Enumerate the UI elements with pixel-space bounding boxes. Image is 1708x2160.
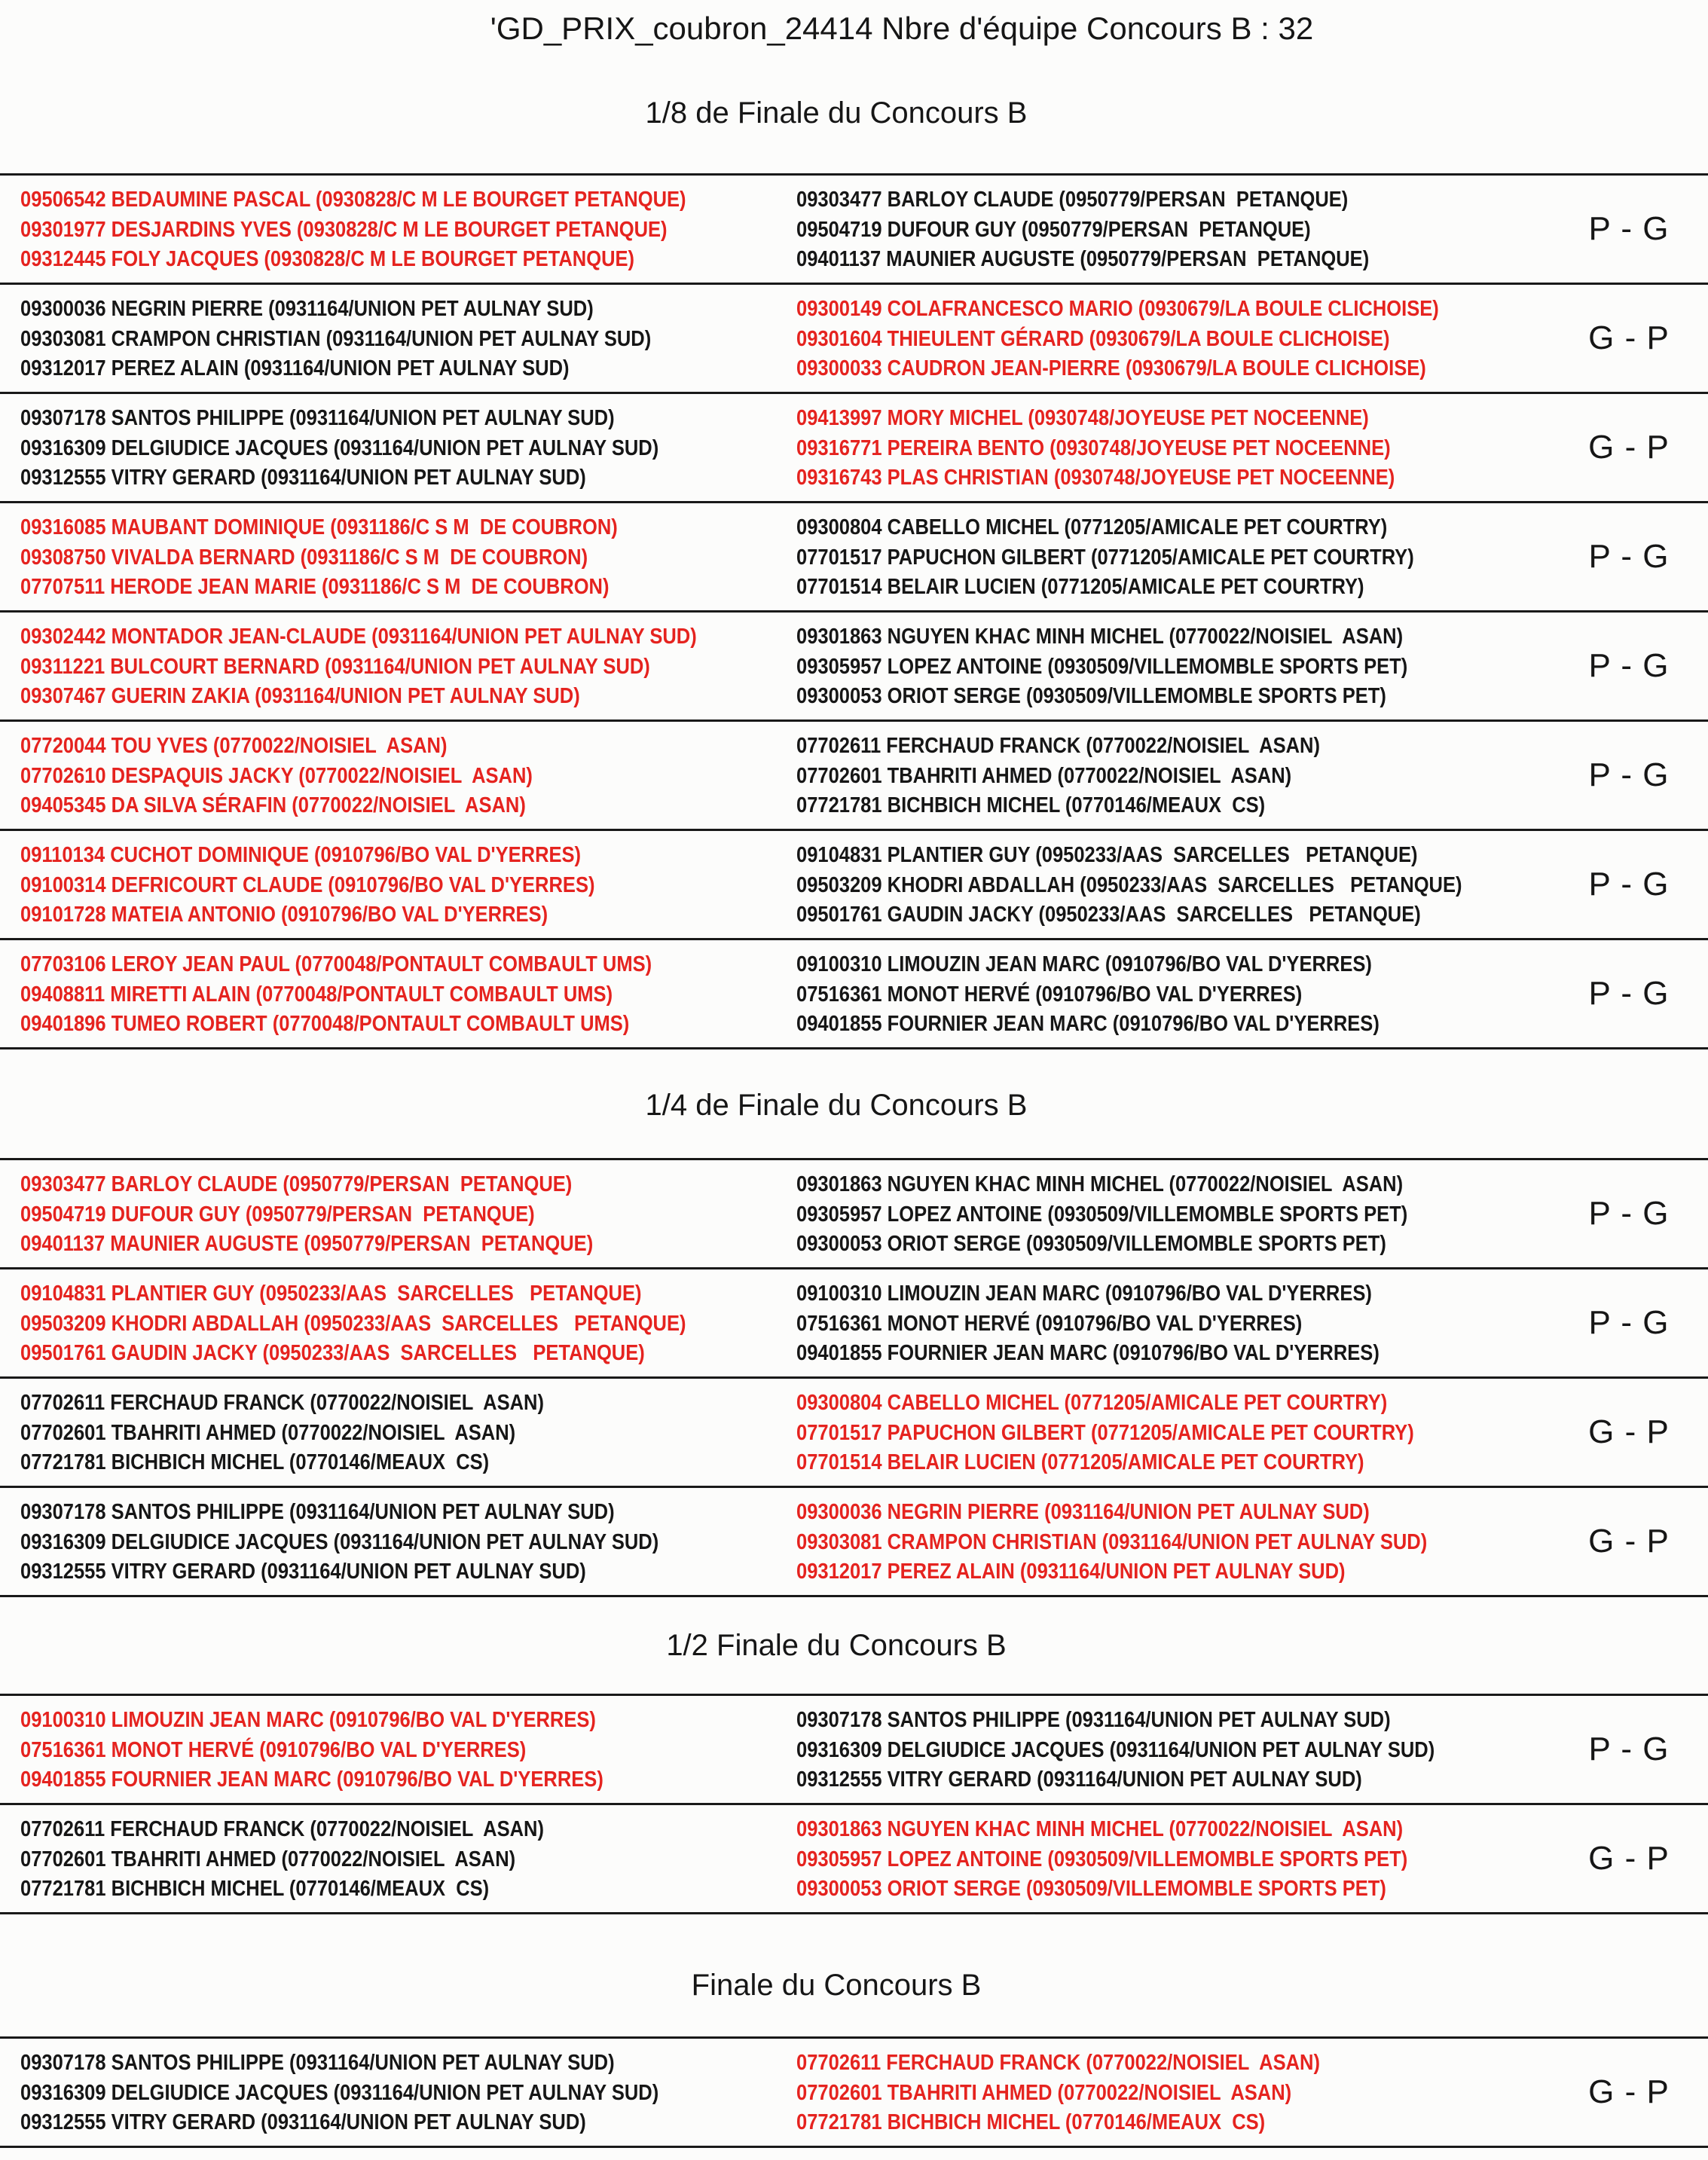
team-left — [0, 295, 796, 392]
rounds-container — [0, 95, 1708, 2148]
match-result-label: P - G — [1588, 209, 1670, 247]
team-right — [796, 1279, 1550, 1376]
match-result-label: G - P — [1588, 1413, 1670, 1450]
match-result-label: P - G — [1588, 865, 1670, 903]
player-line: 09305957 LOPEZ ANTOINE (0930509/VILLEMOMBLE SPORTS PET) — [796, 654, 1408, 679]
player-line: 09307467 GUERIN ZAKIA (0931164/UNION PET AULNAY SUD) — [20, 684, 580, 708]
team-right — [796, 841, 1550, 938]
team-left — [0, 732, 796, 829]
match-result-label: P - G — [1588, 974, 1670, 1012]
match-row — [0, 283, 1708, 392]
player-line: 09308750 VIVALDA BERNARD (0931186/C S M DE COUBRON) — [20, 545, 588, 570]
player-line: 07702601 TBAHRITI AHMED (0770022/NOISIEL ASAN) — [796, 2080, 1292, 2105]
team-left — [0, 513, 796, 610]
round-matches — [0, 2036, 1708, 2148]
player-line: 09401896 TUMEO ROBERT (0770048/PONTAULT COMBAULT UMS) — [20, 1012, 630, 1036]
team-left — [0, 1706, 796, 1803]
round-section — [0, 1627, 1708, 1914]
round-section — [0, 1967, 1708, 2148]
player-line: 09312445 FOLY JACQUES (0930828/C M LE BOURGET PETANQUE) — [20, 247, 635, 271]
team-right — [796, 185, 1550, 283]
match-row — [0, 1803, 1708, 1912]
player-line: 09303477 BARLOY CLAUDE (0950779/PERSAN PETANQUE) — [20, 1172, 573, 1196]
team-right — [796, 295, 1550, 392]
player-line: 09316309 DELGIUDICE JACQUES (0931164/UNION PET AULNAY SUD) — [20, 2080, 659, 2105]
player-line: 09312017 PEREZ ALAIN (0931164/UNION PET AULNAY SUD) — [20, 356, 570, 380]
player-line: 07516361 MONOT HERVÉ (0910796/BO VAL D'YERRES) — [20, 1737, 527, 1762]
player-line: 09401137 MAUNIER AUGUSTE (0950779/PERSAN PETANQUE) — [20, 1232, 594, 1256]
player-line: 07701517 PAPUCHON GILBERT (0771205/AMICALE PET COURTRY) — [796, 545, 1414, 570]
team-left — [0, 950, 796, 1047]
team-left — [0, 622, 796, 719]
round-heading: 1/4 de Finale du Concours B — [645, 1089, 1028, 1122]
player-line: 09300149 COLAFRANCESCO MARIO (0930679/LA BOULE CLICHOISE) — [796, 297, 1439, 321]
player-line: 09316743 PLAS CHRISTIAN (0930748/JOYEUSE PET NOCEENNE) — [796, 466, 1395, 490]
player-line: 07702610 DESPAQUIS JACKY (0770022/NOISIEL ASAN) — [20, 763, 533, 788]
team-right — [796, 513, 1550, 610]
player-line: 07702611 FERCHAUD FRANCK (0770022/NOISIEL ASAN) — [796, 2051, 1320, 2075]
team-right — [796, 950, 1550, 1047]
match-row — [0, 2036, 1708, 2146]
player-line: 09312555 VITRY GERARD (0931164/UNION PET AULNAY SUD) — [20, 1560, 586, 1584]
round-heading: Finale du Concours B — [691, 1969, 982, 2002]
player-line: 09312017 PEREZ ALAIN (0931164/UNION PET AULNAY SUD) — [796, 1560, 1346, 1584]
round-heading: 1/2 Finale du Concours B — [666, 1629, 1007, 1662]
round-matches — [0, 1694, 1708, 1914]
match-result-label: G - P — [1588, 428, 1670, 466]
player-line: 09316309 DELGIUDICE JACQUES (0931164/UNION PET AULNAY SUD) — [796, 1737, 1435, 1762]
document-title: 'GD_PRIX_coubron_24414 Nbre d'équipe Concours B : 32 — [490, 11, 1314, 46]
team-right — [796, 1815, 1550, 1912]
team-left — [0, 185, 796, 283]
player-line: 09312555 VITRY GERARD (0931164/UNION PET AULNAY SUD) — [20, 466, 586, 490]
match-row — [0, 392, 1708, 501]
team-left — [0, 404, 796, 501]
player-line: 09301863 NGUYEN KHAC MINH MICHEL (0770022/NOISIEL ASAN) — [796, 625, 1404, 649]
match-row — [0, 1267, 1708, 1376]
player-line: 07702601 TBAHRITI AHMED (0770022/NOISIEL ASAN) — [20, 1420, 516, 1445]
player-line: 09312555 VITRY GERARD (0931164/UNION PET AULNAY SUD) — [796, 1767, 1362, 1792]
round-section — [0, 95, 1708, 1049]
match-result-label: P - G — [1588, 1194, 1670, 1232]
player-line: 09408811 MIRETTI ALAIN (0770048/PONTAULT COMBAULT UMS) — [20, 982, 613, 1007]
player-line: 07703106 LEROY JEAN PAUL (0770048/PONTAULT COMBAULT UMS) — [20, 952, 652, 976]
team-right — [796, 622, 1550, 719]
player-line: 09503209 KHODRI ABDALLAH (0950233/AAS SARCELLES PETANQUE) — [796, 872, 1462, 897]
player-line: 09401855 FOURNIER JEAN MARC (0910796/BO VAL D'YERRES) — [796, 1012, 1380, 1036]
player-line: 09501761 GAUDIN JACKY (0950233/AAS SARCELLES PETANQUE) — [20, 1341, 645, 1365]
match-row — [0, 1376, 1708, 1486]
player-line: 09307178 SANTOS PHILIPPE (0931164/UNION PET AULNAY SUD) — [20, 1500, 615, 1524]
player-line: 09401855 FOURNIER JEAN MARC (0910796/BO VAL D'YERRES) — [20, 1767, 603, 1792]
player-line: 09401137 MAUNIER AUGUSTE (0950779/PERSAN PETANQUE) — [796, 247, 1370, 271]
match-row — [0, 719, 1708, 829]
team-left — [0, 2048, 796, 2146]
player-line: 09300804 CABELLO MICHEL (0771205/AMICALE PET COURTRY) — [796, 515, 1388, 539]
match-row — [0, 938, 1708, 1047]
player-line: 09312555 VITRY GERARD (0931164/UNION PET AULNAY SUD) — [20, 2110, 586, 2134]
match-row — [0, 1486, 1708, 1595]
team-right — [796, 1389, 1550, 1486]
player-line: 09302442 MONTADOR JEAN-CLAUDE (0931164/UNION PET AULNAY SUD) — [20, 625, 697, 649]
player-line: 07721781 BICHBICH MICHEL (0770146/MEAUX CS) — [796, 793, 1266, 817]
player-line: 09300804 CABELLO MICHEL (0771205/AMICALE PET COURTRY) — [796, 1391, 1388, 1415]
match-row — [0, 501, 1708, 610]
match-row — [0, 610, 1708, 719]
player-line: 09303477 BARLOY CLAUDE (0950779/PERSAN PETANQUE) — [796, 188, 1349, 212]
match-row — [0, 829, 1708, 938]
player-line: 09303081 CRAMPON CHRISTIAN (0931164/UNION PET AULNAY SUD) — [20, 326, 652, 351]
match-result-label: P - G — [1588, 1730, 1670, 1767]
team-right — [796, 732, 1550, 829]
player-line: 09301863 NGUYEN KHAC MINH MICHEL (0770022/NOISIEL ASAN) — [796, 1817, 1404, 1841]
player-line: 09305957 LOPEZ ANTOINE (0930509/VILLEMOMBLE SPORTS PET) — [796, 1202, 1408, 1227]
match-result-label: G - P — [1588, 2073, 1670, 2110]
player-line: 09100310 LIMOUZIN JEAN MARC (0910796/BO VAL D'YERRES) — [796, 1282, 1372, 1306]
player-line: 09307178 SANTOS PHILIPPE (0931164/UNION PET AULNAY SUD) — [20, 406, 615, 430]
match-row — [0, 1158, 1708, 1267]
player-line: 09405345 DA SILVA SÉRAFIN (0770022/NOISIEL ASAN) — [20, 793, 526, 817]
team-left — [0, 1498, 796, 1595]
player-line: 09305957 LOPEZ ANTOINE (0930509/VILLEMOMBLE SPORTS PET) — [796, 1847, 1408, 1871]
player-line: 09506542 BEDAUMINE PASCAL (0930828/C M LE BOURGET PETANQUE) — [20, 188, 686, 212]
match-result-label: P - G — [1588, 1303, 1670, 1341]
player-line: 07702601 TBAHRITI AHMED (0770022/NOISIEL ASAN) — [20, 1847, 516, 1871]
team-left — [0, 1389, 796, 1486]
team-right — [796, 2048, 1550, 2146]
player-line: 07721781 BICHBICH MICHEL (0770146/MEAUX CS) — [20, 1877, 490, 1901]
match-result-label: G - P — [1588, 1522, 1670, 1560]
player-line: 07702601 TBAHRITI AHMED (0770022/NOISIEL ASAN) — [796, 763, 1292, 788]
team-left — [0, 1815, 796, 1912]
player-line: 09504719 DUFOUR GUY (0950779/PERSAN PETANQUE) — [796, 217, 1311, 242]
player-line: 09300033 CAUDRON JEAN-PIERRE (0930679/LA BOULE CLICHOISE) — [796, 356, 1426, 380]
player-line: 09100314 DEFRICOURT CLAUDE (0910796/BO VAL D'YERRES) — [20, 872, 595, 897]
match-result-label: P - G — [1588, 756, 1670, 793]
player-line: 09316771 PEREIRA BENTO (0930748/JOYEUSE PET NOCEENNE) — [796, 435, 1391, 460]
player-line: 07721781 BICHBICH MICHEL (0770146/MEAUX CS) — [796, 2110, 1266, 2134]
match-result-label: G - P — [1588, 1839, 1670, 1877]
player-line: 09104831 PLANTIER GUY (0950233/AAS SARCELLES PETANQUE) — [796, 843, 1418, 867]
player-line: 09503209 KHODRI ABDALLAH (0950233/AAS SARCELLES PETANQUE) — [20, 1311, 686, 1336]
player-line: 09301977 DESJARDINS YVES (0930828/C M LE BOURGET PETANQUE) — [20, 217, 668, 242]
player-line: 09100310 LIMOUZIN JEAN MARC (0910796/BO VAL D'YERRES) — [796, 952, 1372, 976]
player-line: 09316309 DELGIUDICE JACQUES (0931164/UNION PET AULNAY SUD) — [20, 1529, 659, 1554]
player-line: 09300053 ORIOT SERGE (0930509/VILLEMOMBLE SPORTS PET) — [796, 1877, 1386, 1901]
match-row — [0, 173, 1708, 283]
player-line: 09316309 DELGIUDICE JACQUES (0931164/UNION PET AULNAY SUD) — [20, 435, 659, 460]
team-left — [0, 841, 796, 938]
player-line: 07702611 FERCHAUD FRANCK (0770022/NOISIEL ASAN) — [20, 1817, 544, 1841]
team-left — [0, 1170, 796, 1267]
match-result-label: P - G — [1588, 537, 1670, 575]
player-line: 07701514 BELAIR LUCIEN (0771205/AMICALE PET COURTRY) — [796, 1450, 1364, 1474]
player-line: 07516361 MONOT HERVÉ (0910796/BO VAL D'YERRES) — [796, 1311, 1303, 1336]
player-line: 09100310 LIMOUZIN JEAN MARC (0910796/BO VAL D'YERRES) — [20, 1708, 596, 1732]
player-line: 09300053 ORIOT SERGE (0930509/VILLEMOMBLE SPORTS PET) — [796, 684, 1386, 708]
team-right — [796, 1706, 1550, 1803]
player-line: 09300036 NEGRIN PIERRE (0931164/UNION PET AULNAY SUD) — [20, 297, 594, 321]
player-line: 09300053 ORIOT SERGE (0930509/VILLEMOMBLE SPORTS PET) — [796, 1232, 1386, 1256]
player-line: 09307178 SANTOS PHILIPPE (0931164/UNION PET AULNAY SUD) — [20, 2051, 615, 2075]
player-line: 09303081 CRAMPON CHRISTIAN (0931164/UNION PET AULNAY SUD) — [796, 1529, 1428, 1554]
player-line: 07721781 BICHBICH MICHEL (0770146/MEAUX CS) — [20, 1450, 490, 1474]
player-line: 09301863 NGUYEN KHAC MINH MICHEL (0770022/NOISIEL ASAN) — [796, 1172, 1404, 1196]
player-line: 09110134 CUCHOT DOMINIQUE (0910796/BO VAL D'YERRES) — [20, 843, 582, 867]
round-heading: 1/8 de Finale du Concours B — [645, 96, 1028, 130]
player-line: 09300036 NEGRIN PIERRE (0931164/UNION PET AULNAY SUD) — [796, 1500, 1370, 1524]
player-line: 09301604 THIEULENT GÉRARD (0930679/LA BOULE CLICHOISE) — [796, 326, 1390, 351]
player-line: 09101728 MATEIA ANTONIO (0910796/BO VAL D'YERRES) — [20, 903, 548, 927]
player-line: 07707511 HERODE JEAN MARIE (0931186/C S M DE COUBRON) — [20, 575, 610, 599]
team-right — [796, 1498, 1550, 1595]
player-line: 07516361 MONOT HERVÉ (0910796/BO VAL D'YERRES) — [796, 982, 1303, 1007]
player-line: 09413997 MORY MICHEL (0930748/JOYEUSE PET NOCEENNE) — [796, 406, 1369, 430]
player-line: 07701514 BELAIR LUCIEN (0771205/AMICALE PET COURTRY) — [796, 575, 1364, 599]
player-line: 07702611 FERCHAUD FRANCK (0770022/NOISIEL ASAN) — [796, 734, 1320, 758]
team-right — [796, 1170, 1550, 1267]
team-left — [0, 1279, 796, 1376]
player-line: 07701517 PAPUCHON GILBERT (0771205/AMICALE PET COURTRY) — [796, 1420, 1414, 1445]
round-section — [0, 1087, 1708, 1597]
round-matches — [0, 173, 1708, 1049]
player-line: 07702611 FERCHAUD FRANCK (0770022/NOISIEL ASAN) — [20, 1391, 544, 1415]
player-line: 09311221 BULCOURT BERNARD (0931164/UNION PET AULNAY SUD) — [20, 654, 650, 679]
player-line: 09104831 PLANTIER GUY (0950233/AAS SARCELLES PETANQUE) — [20, 1282, 642, 1306]
match-row — [0, 1694, 1708, 1803]
player-line: 07720044 TOU YVES (0770022/NOISIEL ASAN) — [20, 734, 448, 758]
player-line: 09501761 GAUDIN JACKY (0950233/AAS SARCELLES PETANQUE) — [796, 903, 1421, 927]
match-result-label: G - P — [1588, 319, 1670, 356]
player-line: 09504719 DUFOUR GUY (0950779/PERSAN PETANQUE) — [20, 1202, 535, 1227]
match-result-label: P - G — [1588, 646, 1670, 684]
player-line: 09401855 FOURNIER JEAN MARC (0910796/BO VAL D'YERRES) — [796, 1341, 1380, 1365]
player-line: 09307178 SANTOS PHILIPPE (0931164/UNION PET AULNAY SUD) — [796, 1708, 1391, 1732]
team-right — [796, 404, 1550, 501]
round-matches — [0, 1158, 1708, 1597]
player-line: 09316085 MAUBANT DOMINIQUE (0931186/C S M DE COUBRON) — [20, 515, 618, 539]
